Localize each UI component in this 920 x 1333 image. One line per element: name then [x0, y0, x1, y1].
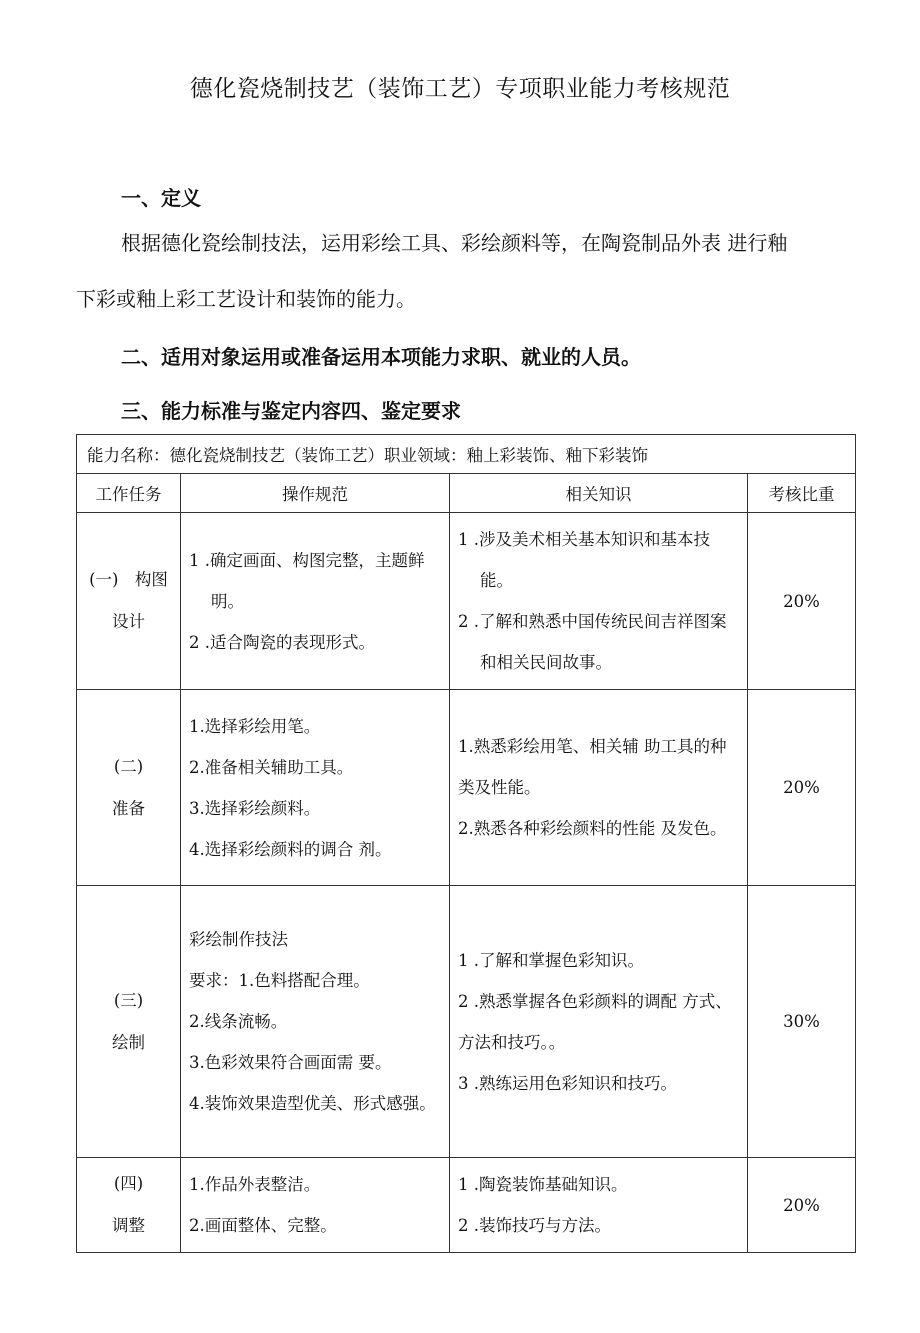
ability-name-cell: 能力名称：德化瓷烧制技艺（装饰工艺）职业领域：釉上彩装饰、釉下彩装饰 [77, 435, 856, 474]
ops-item: 2 .适合陶瓷的表现形式。 [189, 632, 375, 652]
weight-cell: 20% [748, 690, 856, 886]
knowledge-item: 1 .陶瓷装饰基础知识。 [458, 1175, 628, 1194]
task-number: (一) 构图 [89, 570, 168, 589]
table-row [77, 1158, 856, 1253]
table-row [77, 513, 856, 690]
ops-cell [181, 513, 450, 690]
task-cell [77, 1158, 181, 1253]
table-row [77, 690, 856, 886]
ops-item: 1.作品外表整洁。 [189, 1175, 321, 1194]
knowledge-item: 1 .了解和掌握色彩知识。 [458, 950, 644, 970]
document-title: 德化瓷烧制技艺（装饰工艺）专项职业能力考核规范 [189, 76, 731, 102]
ops-item: 2.线条流畅。 [189, 1012, 288, 1031]
weight-cell: 20% [748, 513, 856, 690]
assessment-table [76, 434, 856, 1253]
ops-cell [181, 690, 450, 886]
task-label: 调整 [112, 1216, 145, 1235]
target-heading: 二、适用对象运用或准备运用本项能力求职、就业的人员。 [121, 345, 641, 369]
ops-item: 要求：1.色料搭配合理。 [189, 971, 370, 990]
task-cell [77, 886, 181, 1158]
weight-cell: 20% [748, 1158, 856, 1253]
task-label: 绘制 [112, 1032, 145, 1052]
definition-heading: 一、定义 [121, 186, 201, 210]
ops-item: 3.选择彩绘颜料。 [189, 798, 321, 818]
definition-line-1-text: 根据德化瓷绘制技法，运用彩绘工具、彩绘颜料等，在陶瓷制品外表 进行釉 [121, 231, 788, 255]
task-number: (二) [113, 756, 144, 776]
ops-item: 3.色彩效果符合画面需 要。 [189, 1053, 392, 1072]
header-ops: 操作规范 [181, 474, 450, 513]
knowledge-cell [450, 1158, 748, 1253]
knowledge-cell [450, 690, 748, 886]
knowledge-cell [450, 513, 748, 690]
ops-cell [181, 886, 450, 1158]
ops-item: 1.选择彩绘用笔。 [189, 716, 321, 736]
definition-paragraph [76, 215, 856, 327]
ops-item: 1 .确定画面、构图完整，主题鲜明。 [189, 550, 425, 611]
knowledge-item: 1.熟悉彩绘用笔、相关辅 助工具的种类及性能。 [458, 737, 727, 797]
knowledge-item: 2.熟悉各种彩绘颜料的性能 及发色。 [458, 819, 727, 838]
knowledge-item: 3 .熟练运用色彩知识和技巧。 [458, 1073, 677, 1093]
task-label: 准备 [112, 798, 145, 818]
ops-item: 2.准备相关辅助工具。 [189, 757, 354, 777]
ops-cell [181, 1158, 450, 1253]
task-cell [77, 513, 181, 690]
standard-heading: 三、能力标准与鉴定内容四、鉴定要求 [121, 399, 461, 423]
task-label: 设计 [112, 612, 145, 631]
table-row [77, 886, 856, 1158]
knowledge-item: 2 .装饰技巧与方法。 [458, 1216, 611, 1235]
table-header-row [77, 474, 856, 513]
ops-item: 4.装饰效果造型优美、形式感强。 [189, 1094, 436, 1113]
ops-item: 2.画面整体、完整。 [189, 1216, 337, 1235]
knowledge-item: 2 .了解和熟悉中国传统民间吉祥图案和相关民间故事。 [458, 612, 727, 672]
header-task: 工作任务 [77, 474, 181, 513]
definition-line-2: 下彩或釉上彩工艺设计和装饰的能力。 [76, 287, 416, 311]
header-knowledge: 相关知识 [450, 474, 748, 513]
task-number: (三) [113, 990, 144, 1010]
definition-line-1 [76, 215, 856, 271]
task-cell [77, 690, 181, 886]
header-weight: 考核比重 [748, 474, 856, 513]
ops-item: 彩绘制作技法 [189, 930, 288, 949]
knowledge-cell [450, 886, 748, 1158]
task-number: (四) [113, 1174, 144, 1193]
ops-item: 4.选择彩绘颜料的调合 剂。 [189, 839, 392, 859]
knowledge-item: 2 .熟悉掌握各色彩颜料的调配 方式、方法和技巧。。 [458, 991, 732, 1052]
weight-cell: 30% [748, 886, 856, 1158]
knowledge-item: 1 .涉及美术相关基本知识和基本技能。 [458, 530, 710, 590]
